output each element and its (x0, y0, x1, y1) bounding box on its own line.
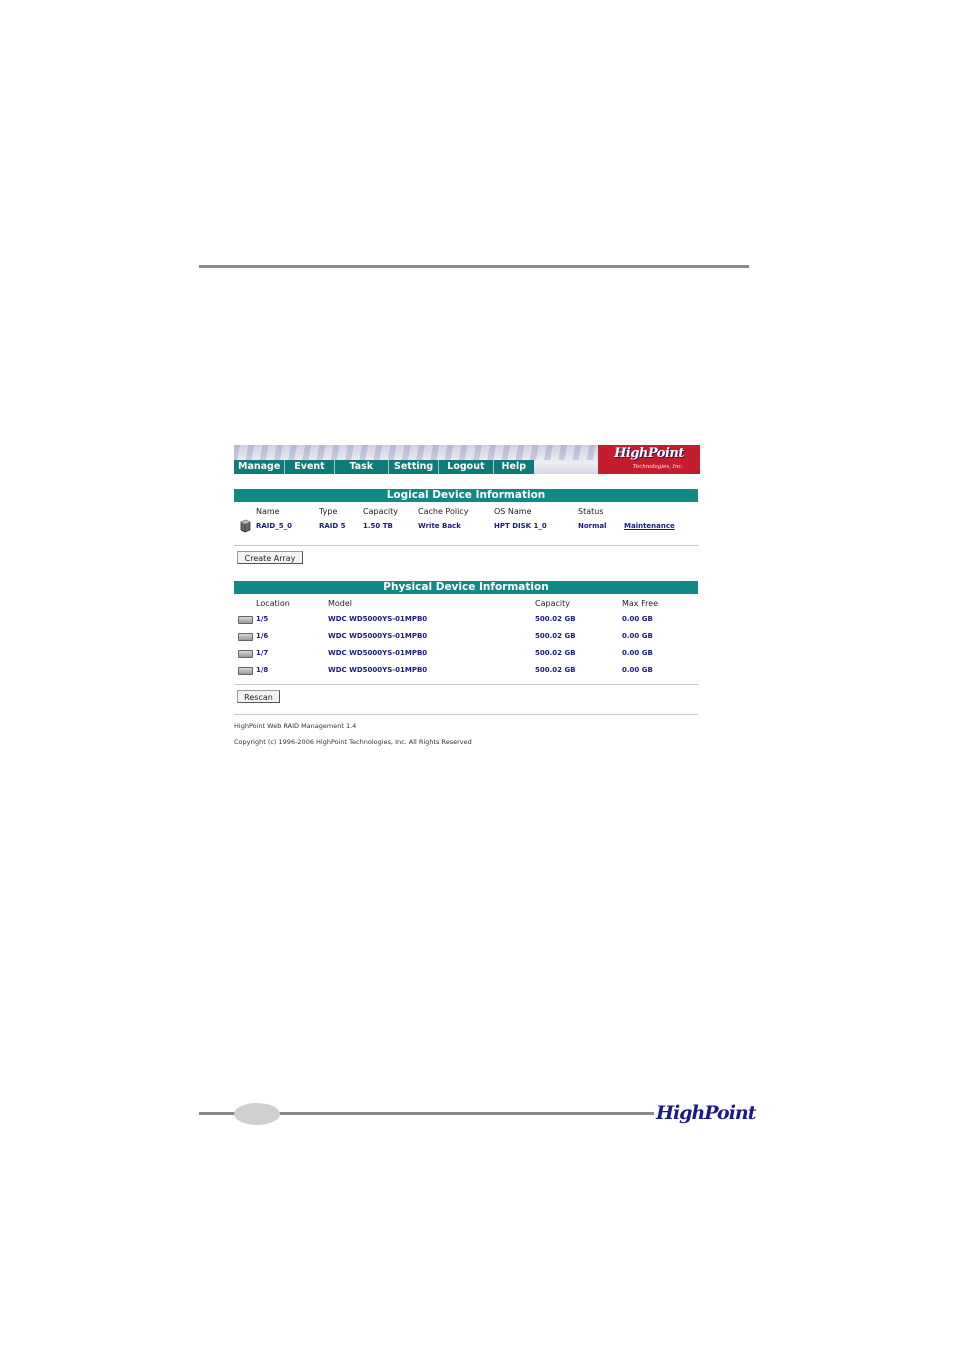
disk-capacity: 500.02 GB (535, 666, 576, 674)
col-disk-capacity-header: Capacity (535, 599, 570, 608)
banner (234, 445, 700, 474)
menu-bar (234, 460, 534, 474)
disk-model: WDC WD5000YS-01MPB0 (328, 649, 428, 657)
array-capacity: 1.50 TB (363, 522, 393, 530)
col-location-header: Location (256, 599, 290, 608)
col-status-header: Status (578, 507, 604, 516)
highpoint-footer-logo: HighPoint (656, 1102, 756, 1124)
top-rule (199, 265, 749, 268)
menu-event[interactable]: Event (285, 460, 334, 474)
rescan-button[interactable]: Rescan (237, 690, 280, 703)
logical-device-title: Logical Device Information (234, 489, 698, 502)
disk-location: 1/8 (256, 666, 269, 674)
col-cache-header: Cache Policy (418, 507, 469, 516)
disk-maxfree: 0.00 GB (622, 615, 653, 623)
menu-logout[interactable]: Logout (439, 460, 493, 474)
disk-model: WDC WD5000YS-01MPB0 (328, 615, 428, 623)
maintenance-link[interactable]: Maintenance (624, 522, 675, 530)
col-os-header: OS Name (494, 507, 532, 516)
menu-help[interactable]: Help (501, 461, 526, 472)
menu-setting[interactable]: Setting (389, 460, 439, 474)
disk-capacity: 500.02 GB (535, 615, 576, 623)
disk-icon (238, 650, 253, 658)
disk-maxfree: 0.00 GB (622, 649, 653, 657)
array-icon (240, 519, 251, 533)
array-cache-policy: Write Back (418, 522, 461, 530)
disk-capacity: 500.02 GB (535, 632, 576, 640)
version-text: HighPoint Web RAID Management 1.4 (234, 722, 357, 730)
array-name: RAID_5_0 (256, 522, 292, 530)
disk-icon (238, 616, 253, 624)
copyright-text: Copyright (c) 1996-2006 HighPoint Technologies, Inc. All Rights Reserved (234, 738, 472, 746)
col-type-header: Type (319, 507, 338, 516)
disk-capacity: 500.02 GB (535, 649, 576, 657)
col-name-header: Name (256, 507, 280, 516)
array-status: Normal (578, 522, 607, 530)
physical-divider (234, 684, 698, 685)
disk-icon (238, 633, 253, 641)
disk-location: 1/6 (256, 632, 269, 640)
array-type: RAID 5 (319, 522, 346, 530)
banner-decoration (234, 445, 598, 460)
webgui-screenshot (234, 445, 700, 755)
array-os-name: HPT DISK 1_0 (494, 522, 547, 530)
disk-model: WDC WD5000YS-01MPB0 (328, 632, 428, 640)
logo-script: HighPoint (614, 446, 684, 461)
footer-divider (234, 714, 698, 715)
disk-maxfree: 0.00 GB (622, 632, 653, 640)
col-model-header: Model (328, 599, 353, 608)
disk-location: 1/7 (256, 649, 269, 657)
menu-manage[interactable]: Manage (234, 460, 285, 474)
physical-device-title: Physical Device Information (234, 581, 698, 594)
page-number-oval (234, 1103, 280, 1125)
col-capacity-header: Capacity (363, 507, 398, 516)
logo-tagline: Technologies, Inc. (632, 464, 684, 470)
disk-maxfree: 0.00 GB (622, 666, 653, 674)
highpoint-logo (598, 445, 700, 474)
disk-icon (238, 667, 253, 675)
disk-location: 1/5 (256, 615, 269, 623)
create-array-button[interactable]: Create Array (237, 551, 303, 564)
menu-task[interactable]: Task (335, 460, 389, 474)
disk-model: WDC WD5000YS-01MPB0 (328, 666, 428, 674)
col-maxfree-header: Max Free (622, 599, 659, 608)
logical-divider (234, 545, 698, 546)
